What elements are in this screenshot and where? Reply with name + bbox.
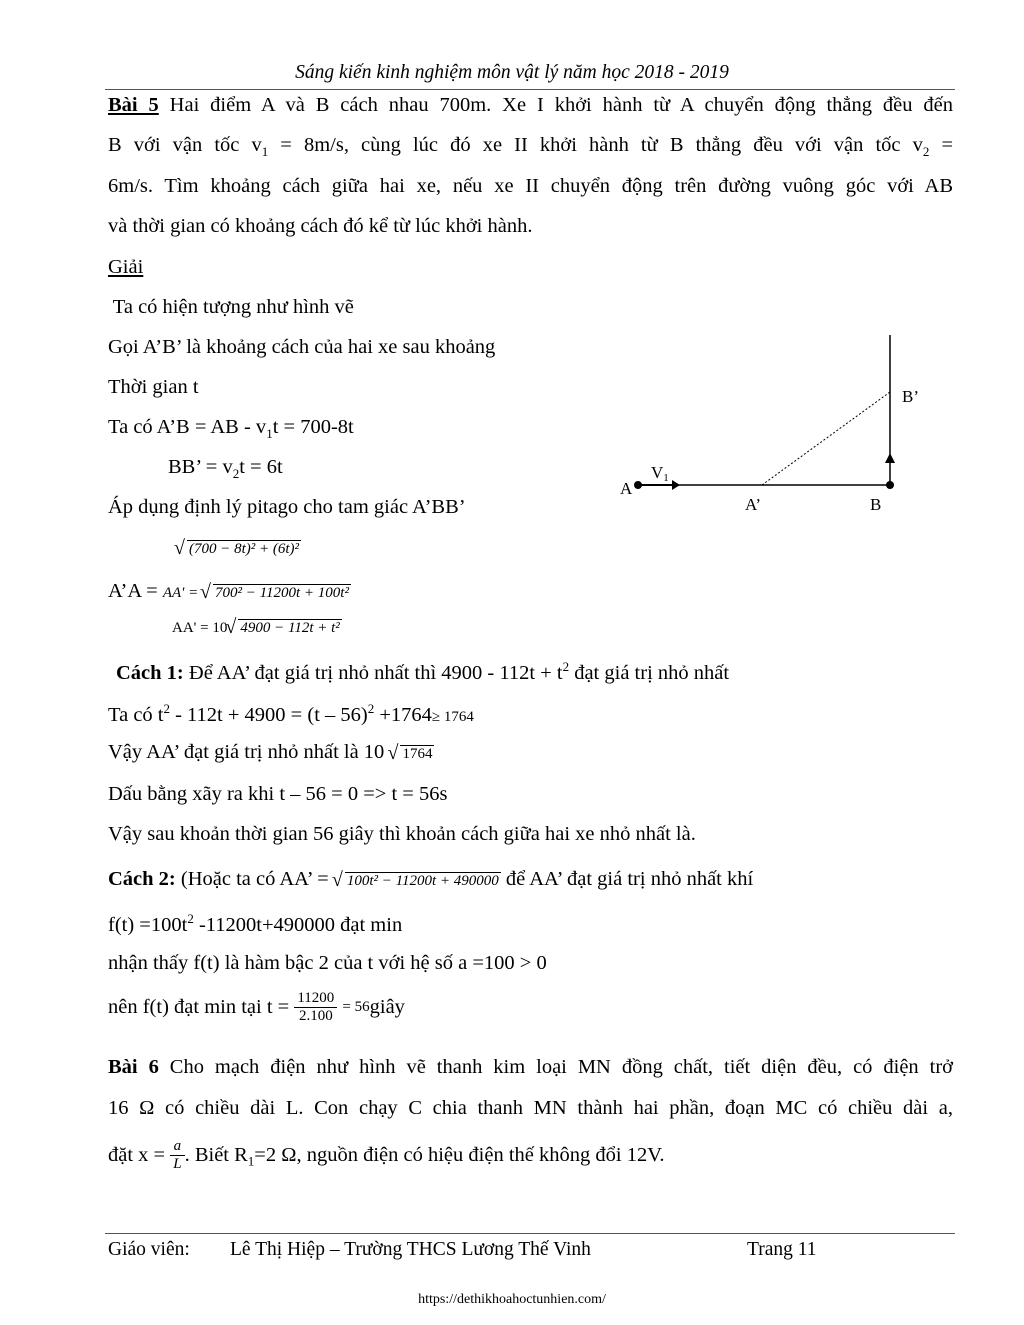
- cach1-text-1a: Để AA’ đạt giá trị nhỏ nhất thì 4900 - 112t + t: [183, 661, 563, 684]
- bai5-line-4: và thời gian có khoảng cách đó kể từ lúc khởi hành.: [108, 215, 533, 237]
- label-b: B: [870, 495, 882, 514]
- bai5-line-2: [108, 134, 953, 160]
- solution-line-1: Ta có hiện tượng như hình vẽ: [108, 296, 354, 318]
- solution-line-4: [108, 416, 354, 442]
- solution-heading: Giải: [108, 256, 144, 278]
- cach2-label: Cách 2:: [108, 868, 176, 890]
- cach1-line-1: [116, 659, 729, 685]
- equation-2-text: 700² − 11200t + 100t²: [215, 585, 349, 601]
- bai6-text-3a: đặt x =: [108, 1144, 171, 1166]
- cach2-text-2b: -11200t+490000 đạt min: [193, 913, 403, 936]
- equation-2-prefix: A’A =: [108, 580, 163, 602]
- label-a-prime: A’: [745, 495, 762, 514]
- cach2-text-4b: = 56: [342, 999, 370, 1015]
- cach1-line-4: Dấu bằng xãy ra khi t – 56 = 0 => t = 56s: [108, 783, 448, 805]
- bai5-text-2a: B với vận tốc v: [108, 134, 262, 156]
- motion-diagram: [600, 325, 960, 525]
- header-rule: [105, 89, 955, 90]
- cach2-text-4c: giây: [369, 996, 405, 1018]
- cach1-text-2d: ≥ 1764: [431, 708, 474, 725]
- sqrt-4: [389, 746, 434, 763]
- cach2-line-3: nhận thấy f(t) là hàm bậc 2 của t với hệ số a =100 > 0: [108, 952, 547, 974]
- cach1-text-2a: Ta có t: [108, 703, 164, 726]
- distance-dotted-line: [762, 392, 890, 485]
- cach2-text-4a: nên f(t) đạt min tại t =: [108, 996, 295, 1018]
- footer-url: https://dethikhoahoctunhien.com/: [418, 1292, 606, 1307]
- cach1-text-2c: +1764: [374, 703, 432, 726]
- equation-3-lhs: AA' = 10: [172, 620, 228, 636]
- fraction-denominator: 2.100: [298, 1008, 333, 1024]
- label-b-prime: B’: [902, 387, 919, 406]
- point-b: [886, 481, 894, 489]
- sqrt-5: [334, 873, 501, 890]
- sqrt-3: [227, 620, 341, 637]
- solution-text-5a: BB’ = v: [168, 456, 233, 478]
- solution-sub-2: 2: [232, 466, 240, 482]
- fraction-x-denominator: L: [173, 1156, 182, 1172]
- cach1-sup-1: 2: [562, 659, 570, 674]
- fraction-t: [294, 990, 337, 1025]
- fraction-x-numerator: a: [170, 1138, 184, 1156]
- bai6-text-1: Cho mạch điện như hình vẽ thanh kim loại MN đồng chất, tiết diện đều, có điện trở: [158, 1056, 953, 1078]
- solution-text-4a: Ta có A’B = AB - v: [108, 416, 267, 438]
- equation-1-text: (700 − 8t)² + (6t)²: [189, 541, 300, 557]
- page-header: Sáng kiến kinh nghiệm môn vật lý năm học 2018 - 2019: [295, 62, 729, 83]
- cach1-line-2: [108, 701, 474, 727]
- fraction-x: [170, 1138, 184, 1173]
- cach2-line-1: [108, 868, 753, 891]
- bai5-text-2b: = 8m/s, cùng lúc đó xe II khởi hành từ B thẳng đều với vận tốc v: [268, 134, 923, 156]
- equation-3-text: 4900 − 112t + t²: [240, 620, 340, 636]
- bai6-text-3b: . Biết R: [184, 1144, 248, 1166]
- solution-line-3: Thời gian t: [108, 376, 199, 398]
- bai6-line-2: 16 Ω có chiều dài L. Con chạy C chia thanh MN thành hai phần, đoạn MC có chiều dài a,: [108, 1097, 953, 1119]
- bai5-line-1: [108, 94, 953, 117]
- solution-text-5b: t = 6t: [239, 456, 283, 478]
- solution-text-4b: t = 700-8t: [272, 416, 354, 438]
- solution-line-6: Áp dụng định lý pitago cho tam giác A’BB’: [108, 496, 466, 518]
- cach1-line-5: Vậy sau khoản thời gian 56 giây thì khoản cách giữa hai xe nhỏ nhất là.: [108, 823, 696, 845]
- cach2-sqrt-value: 100t² − 11200t + 490000: [346, 873, 499, 889]
- cach1-label: Cách 1:: [116, 661, 184, 684]
- equation-1: [176, 541, 301, 558]
- sqrt-1: [176, 541, 301, 558]
- bai5-label: Bài 5: [108, 94, 159, 116]
- label-v1: [651, 463, 669, 484]
- footer-teacher: Lê Thị Hiệp – Trường THCS Lương Thế Vinh: [230, 1239, 591, 1260]
- v1-arrowhead: [672, 480, 680, 490]
- label-v1-sub: 1: [663, 472, 669, 484]
- cach2-text-2a: f(t) =100t: [108, 913, 188, 936]
- bai5-sub-1: 1: [261, 144, 269, 160]
- bai5-line-3: 6m/s. Tìm khoảng cách giữa hai xe, nếu xe II chuyển động trên đường vuông góc với AB: [108, 175, 953, 197]
- cach1-sup-3: 2: [367, 701, 375, 716]
- solution-sub-1: 1: [266, 426, 273, 442]
- cach2-line-4: [108, 990, 405, 1025]
- sqrt-2: [202, 585, 351, 602]
- equation-2-lhs: AA' =: [162, 585, 202, 601]
- bai6-sub: 1: [247, 1153, 255, 1169]
- bai6-line-1: [108, 1056, 953, 1079]
- v2-arrowhead: [885, 453, 895, 463]
- bai6-label: Bài 6: [108, 1056, 159, 1078]
- cach1-sup-2: 2: [163, 701, 170, 716]
- footer-page-number: Trang 11: [747, 1239, 817, 1260]
- footer-rule: [105, 1233, 955, 1234]
- cach1-sqrt-value: 1764: [402, 746, 433, 762]
- cach1-line-3: [108, 741, 434, 764]
- cach2-text-1c: để AA’ đạt giá trị nhỏ nhất khí: [500, 868, 754, 890]
- cach1-text-1b: đạt giá trị nhỏ nhất: [569, 661, 730, 684]
- solution-line-2: Gọi A’B’ là khoảng cách của hai xe sau khoảng: [108, 336, 496, 358]
- cach2-sup-1: 2: [187, 911, 194, 926]
- bai5-sub-2: 2: [922, 144, 930, 160]
- bai6-text-3c: =2 Ω, nguồn điện có hiệu điện thế không đổi 12V.: [254, 1144, 665, 1166]
- cach1-text-2b: - 112t + 4900 = (t – 56): [169, 703, 368, 726]
- bai6-line-3: [108, 1138, 664, 1173]
- solution-line-5: [168, 456, 283, 482]
- label-a: A: [620, 479, 633, 498]
- cach1-text-3a: Vậy AA’ đạt giá trị nhỏ nhất là 10: [108, 741, 385, 763]
- equation-3: [172, 620, 342, 637]
- fraction-numerator: 11200: [294, 990, 337, 1008]
- bai5-text-2c: =: [929, 134, 954, 156]
- cach2-text-1a: (Hoặc ta có AA’ =: [175, 868, 334, 890]
- label-v1-text: V: [651, 463, 664, 482]
- footer-teacher-label: Giáo viên:: [108, 1239, 190, 1260]
- cach2-line-2: [108, 911, 402, 937]
- bai5-text-1: Hai điểm A và B cách nhau 700m. Xe I khởi hành từ A chuyển động thẳng đều đến: [169, 94, 954, 116]
- equation-2: [108, 580, 351, 603]
